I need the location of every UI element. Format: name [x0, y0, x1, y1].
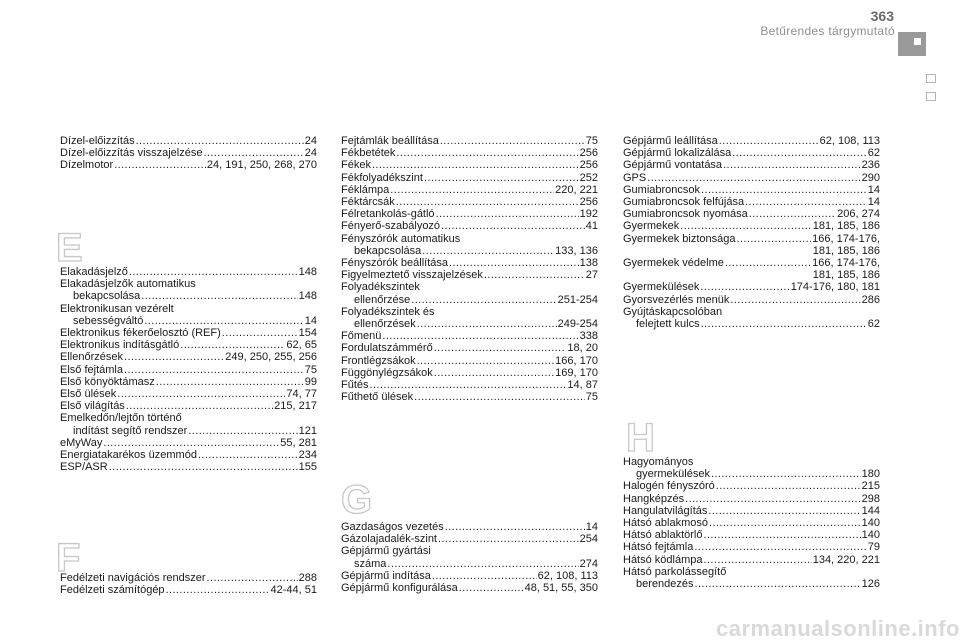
entry-label: Hangulatvilágítás	[623, 504, 708, 517]
index-entry	[341, 570, 598, 582]
entry-pages: 215	[861, 480, 880, 493]
dot-leader	[749, 208, 836, 220]
entry-label: Gépjármű vontatása	[623, 159, 723, 172]
index-entry	[60, 266, 317, 278]
index-entry	[341, 233, 598, 257]
section-letter-g: G	[341, 478, 373, 522]
dot-leader	[441, 220, 585, 232]
dot-leader	[732, 147, 867, 159]
index-entry	[623, 233, 880, 257]
entry-pages: 249-254	[557, 318, 598, 331]
entry-pages: 148	[298, 266, 317, 278]
index-entry	[623, 257, 880, 281]
index-entry	[623, 220, 880, 232]
entry-pages: 24	[304, 147, 317, 160]
entry-label: Főmenü	[341, 330, 382, 343]
entry-label: Fedélzeti navigációs rendszer	[60, 572, 206, 584]
entry-label: Gépjármű indítása	[341, 569, 431, 582]
dot-leader	[438, 533, 579, 545]
dot-leader	[695, 578, 861, 590]
entry-label: Elektronikus indításgátló	[60, 339, 180, 352]
entry-label: Gyorsvezérlés menük	[623, 293, 730, 306]
index-entry	[60, 388, 317, 400]
dot-leader	[387, 558, 578, 570]
entry-pages: 154	[298, 327, 317, 340]
watermark: carmanualsonline.info	[716, 616, 960, 641]
index-entry	[341, 379, 598, 391]
dot-leader	[141, 290, 297, 302]
dot-leader	[436, 208, 579, 220]
entry-pages: 41	[585, 220, 598, 233]
entry-heading: Folyadékszintek	[341, 281, 420, 294]
entry-label: Gépjármű leállítása	[623, 135, 718, 147]
entry-label: eMyWay	[60, 436, 103, 449]
entry-pages: 166, 170	[555, 354, 598, 367]
entry-label: Félretankolás-gátló	[341, 208, 435, 221]
entry-label: Fényszórók beállítása	[341, 257, 448, 270]
index-title: Betűrendes tárgymutató	[760, 24, 895, 38]
entry-label: felejtett kulcs	[636, 318, 700, 331]
entry-pages: 24, 191, 250, 268, 270	[206, 159, 317, 172]
index-entry	[341, 355, 598, 367]
dot-leader	[124, 351, 224, 363]
dot-leader	[390, 184, 554, 196]
entry-label: Hátsó ablakmosó	[623, 517, 708, 530]
entry-pages: 62, 108, 113	[537, 569, 598, 582]
dot-leader	[136, 135, 304, 147]
dot-leader	[114, 159, 206, 171]
index-block-e	[60, 266, 317, 473]
dot-leader	[719, 135, 819, 147]
index-block-f-cont	[341, 135, 598, 403]
section-tab	[898, 32, 926, 56]
entry-label: Energiatakarékos üzemmód	[60, 449, 197, 462]
entry-pages: 256	[579, 196, 598, 209]
section-letter-f: F	[56, 536, 81, 580]
entry-pages: 126	[861, 578, 880, 591]
index-entry	[60, 278, 317, 302]
dot-leader	[459, 582, 524, 594]
index-entry	[623, 505, 880, 517]
page-number: 363	[870, 8, 894, 24]
index-entry	[341, 521, 598, 533]
index-entry	[623, 541, 880, 553]
index-entry	[341, 220, 598, 232]
dot-leader	[723, 159, 861, 171]
index-entry	[623, 517, 880, 529]
entry-pages: 42-44, 51	[270, 584, 317, 597]
dot-leader	[109, 461, 298, 473]
entry-pages: 148	[298, 290, 317, 303]
entry-pages: 48, 51, 55, 350	[524, 582, 598, 595]
index-entry	[341, 135, 598, 147]
entry-label: Fékek	[341, 159, 371, 172]
index-entry	[623, 147, 880, 159]
entry-pages: 24	[304, 135, 317, 147]
entry-pages: 256	[579, 159, 598, 172]
entry-label: Fordulatszámmérő	[341, 342, 433, 355]
index-entry	[341, 391, 598, 403]
entry-pages: 140	[861, 529, 880, 542]
entry-label: ESP/ASR	[60, 461, 108, 474]
dot-leader	[103, 437, 279, 449]
entry-label: Gyermekek	[623, 220, 680, 233]
dot-leader	[694, 541, 866, 553]
entry-label: berendezés	[636, 578, 694, 591]
dot-leader	[207, 572, 298, 584]
entry-label: Gázolajadalék-szint	[341, 533, 437, 546]
dot-leader	[711, 468, 861, 480]
entry-pages: 234	[298, 449, 317, 462]
index-entry	[341, 367, 598, 379]
dot-leader	[414, 391, 585, 403]
entry-heading: Elakadásjelzők automatikus	[60, 278, 196, 291]
dot-leader	[372, 159, 579, 171]
index-entry	[341, 269, 598, 281]
index-entry	[623, 172, 880, 184]
index-entry	[60, 412, 317, 436]
dot-leader	[685, 493, 860, 505]
dot-leader	[484, 269, 585, 281]
index-entry	[623, 529, 880, 541]
dot-leader	[370, 379, 567, 391]
entry-heading: Folyadékszintek és	[341, 305, 435, 318]
index-entry	[60, 449, 317, 461]
entry-label: Hangképzés	[623, 492, 685, 505]
index-entry	[60, 572, 317, 584]
entry-label: gyermekülések	[636, 468, 710, 481]
index-block-g-cont	[623, 135, 880, 330]
entry-pages: 254	[579, 533, 598, 546]
index-entry	[341, 306, 598, 330]
entry-pages: 27	[585, 269, 598, 282]
index-entry	[341, 172, 598, 184]
entry-pages: 14, 87	[567, 379, 598, 392]
entry-heading: Emelkedőn/lejtőn történő	[60, 412, 182, 425]
dot-leader	[396, 147, 578, 159]
entry-label: Fékfolyadékszint	[341, 171, 423, 184]
index-entry	[623, 456, 880, 480]
entry-pages: 286	[861, 293, 880, 306]
index-entry	[341, 582, 598, 594]
index-block-h	[623, 456, 880, 590]
entry-label: Gyermekülések	[623, 281, 700, 294]
entry-label: Féktárcsák	[341, 196, 395, 209]
entry-label: Figyelmeztető visszajelzések	[341, 269, 483, 282]
dot-leader	[432, 570, 537, 582]
index-entry	[341, 184, 598, 196]
entry-label: bekapcsolása	[354, 244, 422, 257]
dot-leader	[126, 400, 273, 412]
index-entry	[60, 327, 317, 339]
entry-pages: 192	[579, 208, 598, 221]
entry-pages: 166, 174-176,	[812, 257, 880, 270]
index-entry	[341, 208, 598, 220]
entry-pages: 134, 220, 221	[812, 553, 880, 566]
entry-pages: 18, 20	[567, 342, 598, 355]
entry-label: Fedélzeti számítógép	[60, 584, 165, 597]
entry-pages: 75	[304, 363, 317, 376]
dot-leader	[737, 233, 812, 245]
entry-label: száma	[354, 557, 387, 570]
entry-label: Halogén fényszóró	[623, 480, 715, 493]
entry-label: Gyermekek védelme	[623, 257, 724, 270]
index-entry	[341, 330, 598, 342]
entry-pages: 79	[867, 541, 880, 554]
dot-leader	[382, 330, 578, 342]
entry-heading: Hagyományos	[623, 456, 694, 468]
entry-label: Gumiabroncsok	[623, 183, 701, 196]
index-entry	[623, 159, 880, 171]
entry-label: Gépjármű lokalizálása	[623, 147, 732, 160]
entry-label: Fűtés	[341, 379, 369, 392]
entry-label: sebességváltó	[73, 314, 144, 327]
index-entry	[623, 184, 880, 196]
entry-label: Dízel-előizzítás	[60, 135, 135, 147]
entry-pages: 62, 65	[286, 339, 317, 352]
dot-leader	[198, 449, 298, 461]
dot-leader	[144, 315, 303, 327]
index-entry	[623, 294, 880, 306]
index-entry	[623, 281, 880, 293]
entry-label: Első könyöktámasz	[60, 375, 155, 388]
dot-leader	[449, 257, 579, 269]
index-entry	[60, 135, 317, 147]
dot-leader	[647, 172, 860, 184]
index-block-d	[60, 135, 317, 172]
index-entry	[341, 281, 598, 305]
entry-pages: 14	[585, 521, 598, 533]
index-entry	[341, 533, 598, 545]
entry-pages: 256	[579, 147, 598, 160]
entry-pages: 288	[298, 572, 317, 584]
entry-pages: 180	[861, 468, 880, 481]
index-entry	[341, 545, 598, 569]
entry-pages: 75	[585, 135, 598, 147]
index-entry	[623, 135, 880, 147]
section-letter-e: E	[56, 226, 83, 270]
index-entry	[623, 306, 880, 330]
dot-leader	[725, 257, 811, 269]
dot-leader	[422, 245, 554, 257]
entry-label: Elakadásjelző	[60, 266, 128, 278]
index-entry	[60, 437, 317, 449]
entry-pages: 138	[579, 257, 598, 270]
index-entry	[341, 342, 598, 354]
dot-leader	[424, 172, 579, 184]
entry-heading: Gépjármű gyártási	[341, 545, 431, 558]
entry-label: GPS	[623, 171, 647, 184]
entry-pages: 14	[867, 183, 880, 196]
entry-pages-continued: 181, 185, 186	[812, 244, 880, 257]
index-entry	[60, 303, 317, 327]
index-entry	[60, 351, 317, 363]
index-entry	[341, 196, 598, 208]
entry-pages: 74, 77	[286, 388, 317, 401]
entry-label: Első fejtámla	[60, 363, 123, 376]
dot-leader	[440, 135, 585, 147]
entry-label: Fényerő-szabályozó	[341, 220, 441, 233]
section-letter-h: H	[626, 416, 655, 460]
index-entry	[623, 554, 880, 566]
index-entry	[623, 208, 880, 220]
dot-leader	[156, 376, 304, 388]
dot-leader	[417, 355, 555, 367]
entry-label: indítást segítő rendszer	[73, 424, 188, 437]
dot-leader	[445, 521, 585, 533]
index-entry	[623, 493, 880, 505]
index-entry	[341, 257, 598, 269]
entry-pages: 215, 217	[274, 400, 317, 413]
entry-label: Dízelmotor	[60, 159, 114, 172]
index-entry	[60, 364, 317, 376]
entry-label: Ellenőrzések	[60, 351, 123, 364]
dot-leader	[222, 327, 298, 339]
dot-leader	[701, 184, 867, 196]
entry-pages: 62	[867, 147, 880, 160]
entry-heading: Hátsó parkolássegítő	[623, 565, 727, 578]
entry-pages: 252	[579, 171, 598, 184]
index-entry	[60, 147, 317, 159]
index-block-g	[341, 521, 598, 594]
index-entry	[60, 400, 317, 412]
entry-label: Gumiabroncsok nyomása	[623, 208, 748, 221]
dot-leader	[700, 281, 789, 293]
entry-pages: 169, 170	[555, 366, 598, 379]
dot-leader	[434, 367, 554, 379]
index-entry	[623, 480, 880, 492]
dot-leader	[745, 196, 867, 208]
entry-label: Hátsó ablaktörlő	[623, 529, 703, 542]
dot-leader	[680, 220, 811, 232]
dot-leader	[203, 147, 303, 159]
section-tab-box-1	[926, 74, 936, 83]
entry-pages: 206, 274	[837, 208, 880, 221]
index-entry	[60, 376, 317, 388]
entry-label: Fékbetétek	[341, 147, 396, 160]
index-entry	[623, 566, 880, 590]
entry-label: Hátsó fejtámla	[623, 541, 694, 554]
dot-leader	[434, 342, 567, 354]
dot-leader	[704, 554, 812, 566]
index-entry	[60, 461, 317, 473]
entry-label: Elektronikus fékerőelosztó (REF)	[60, 327, 221, 340]
entry-label: Gumiabroncsok felfújása	[623, 196, 745, 209]
entry-label: Első világítás	[60, 400, 125, 413]
entry-pages: 174-176, 180, 181	[790, 281, 880, 294]
entry-label: bekapcsolása	[73, 290, 141, 303]
entry-pages: 220, 221	[555, 183, 598, 196]
entry-pages: 298	[861, 492, 880, 505]
index-entry	[341, 147, 598, 159]
entry-pages: 140	[861, 517, 880, 530]
entry-heading: Fényszórók automatikus	[341, 232, 461, 245]
section-tab-box-2	[926, 92, 936, 101]
entry-pages: 236	[861, 159, 880, 172]
entry-pages: 249, 250, 255, 256	[225, 351, 317, 364]
dot-leader	[417, 318, 557, 330]
index-entry	[60, 339, 317, 351]
entry-pages: 133, 136	[555, 244, 598, 257]
dot-leader	[396, 196, 579, 208]
entry-pages: 62	[867, 318, 880, 331]
entry-label: Gépjármű konfigurálása	[341, 582, 458, 595]
dot-leader	[166, 584, 270, 596]
entry-pages: 338	[579, 330, 598, 343]
entry-label: ellenőrzések	[354, 318, 416, 331]
dot-leader	[730, 294, 860, 306]
entry-pages: 290	[861, 171, 880, 184]
entry-pages: 121	[298, 424, 317, 437]
dot-leader	[701, 318, 867, 330]
dot-leader	[188, 425, 297, 437]
index-block-f	[60, 572, 317, 596]
dot-leader	[708, 505, 860, 517]
entry-label: Függönylégzsákok	[341, 366, 433, 379]
dot-leader	[411, 294, 556, 306]
entry-pages: 14	[304, 314, 317, 327]
entry-label: ellenőrzése	[354, 293, 411, 306]
entry-label: Dízel-előizzítás visszajelzése	[60, 147, 203, 160]
dot-leader	[124, 364, 304, 376]
dot-leader	[180, 339, 285, 351]
entry-heading: Gyújtáskapcsolóban	[623, 305, 723, 318]
entry-label: Hátsó ködlámpa	[623, 553, 703, 566]
entry-pages: 274	[579, 557, 598, 570]
dot-leader	[709, 517, 861, 529]
entry-pages: 14	[867, 196, 880, 209]
entry-pages: 75	[585, 391, 598, 404]
entry-pages: 55, 281	[280, 436, 317, 449]
dot-leader	[704, 529, 861, 541]
entry-pages: 166, 174-176,	[812, 232, 880, 245]
entry-pages: 99	[304, 375, 317, 388]
entry-label: Fűthető ülések	[341, 391, 414, 404]
section-tab-mark	[914, 38, 921, 45]
index-entry	[341, 159, 598, 171]
entry-label: Fejtámlák beállítása	[341, 135, 439, 147]
entry-pages-continued: 181, 185, 186	[812, 269, 880, 282]
entry-label: Frontlégzsákok	[341, 354, 416, 367]
index-entry	[623, 196, 880, 208]
entry-pages: 62, 108, 113	[819, 135, 880, 147]
index-entry	[60, 159, 317, 171]
entry-label: Gazdaságos vezetés	[341, 521, 444, 533]
entry-label: Első ülések	[60, 388, 117, 401]
entry-pages: 251-254	[557, 293, 598, 306]
index-entry	[60, 584, 317, 596]
entry-pages: 155	[298, 461, 317, 474]
entry-label: Féklámpa	[341, 183, 390, 196]
entry-heading: Elektronikusan vezérelt	[60, 302, 174, 315]
dot-leader	[129, 266, 298, 278]
entry-pages: 144	[861, 504, 880, 517]
entry-label: Gyermekek biztonsága	[623, 232, 736, 245]
dot-leader	[716, 480, 861, 492]
entry-pages: 181, 185, 186	[812, 220, 880, 233]
dot-leader	[117, 388, 285, 400]
